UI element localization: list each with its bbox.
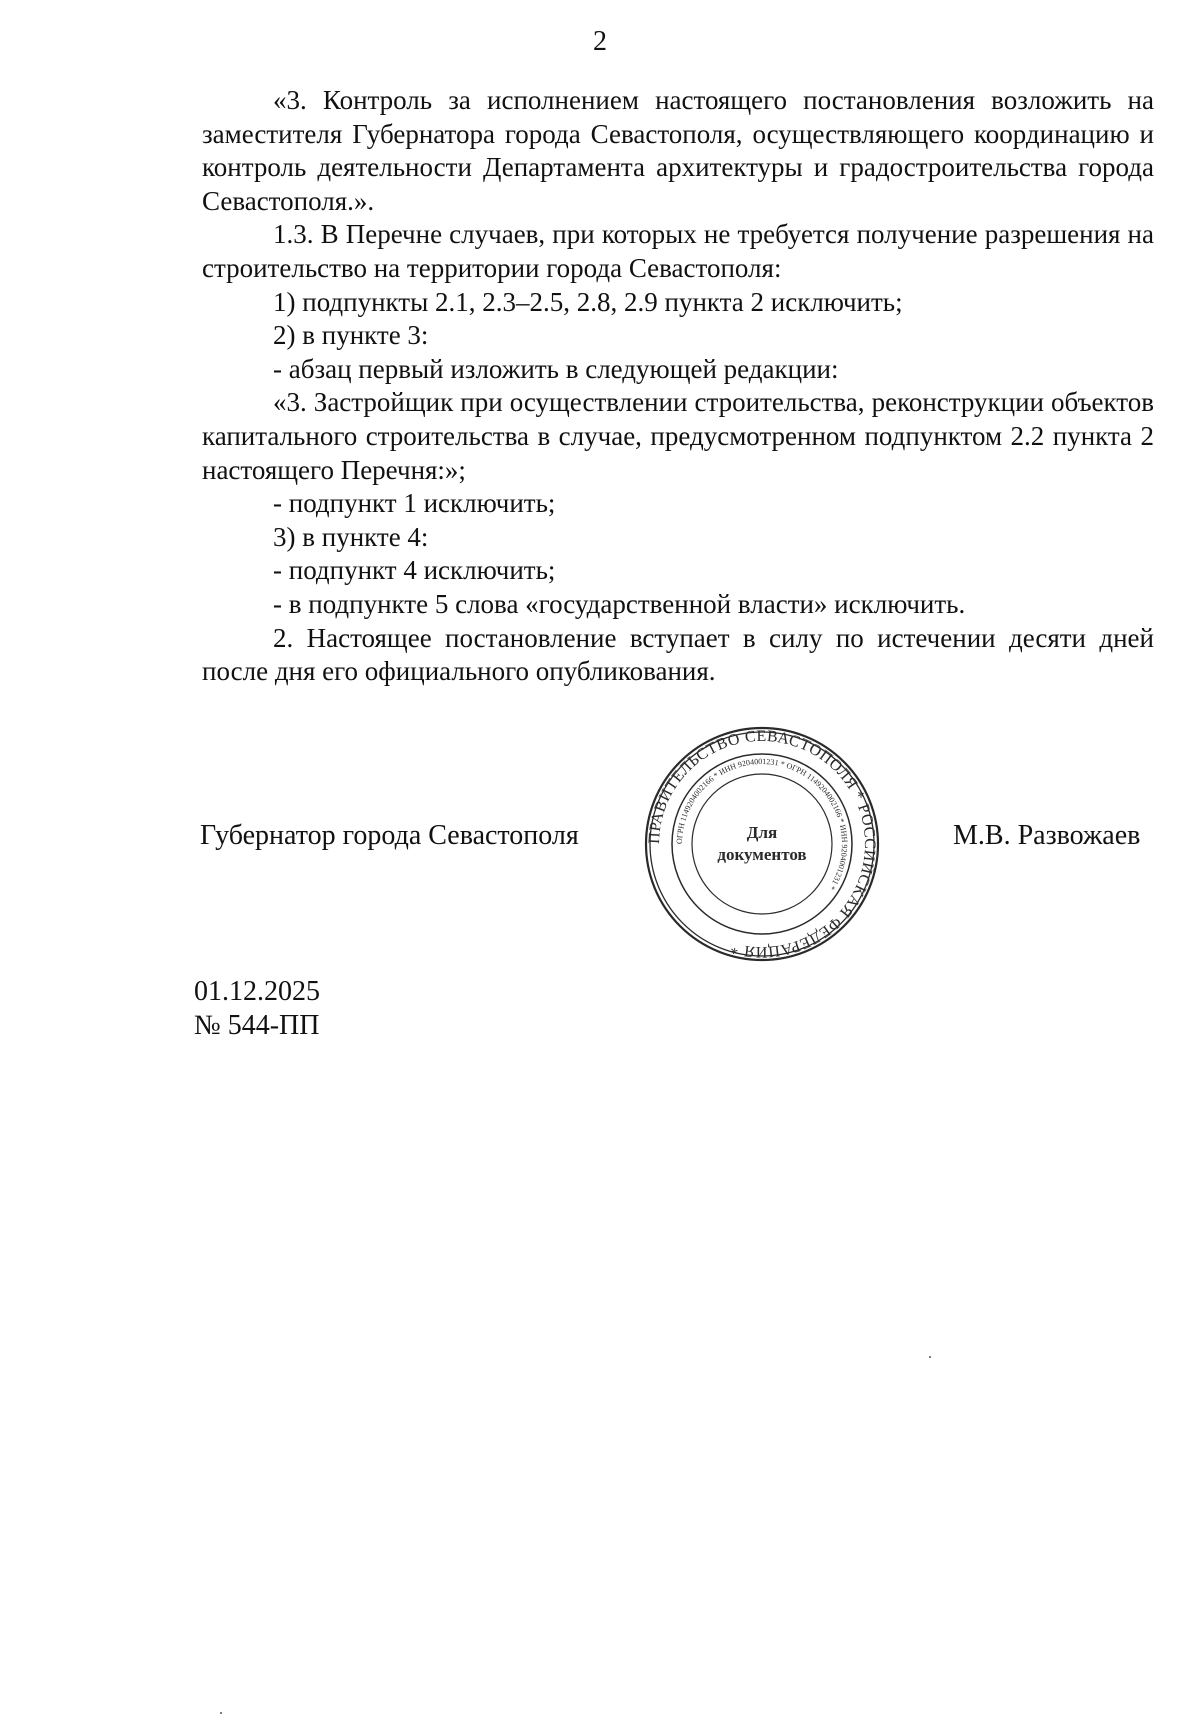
signature-name: М.В. Развожаев [953, 820, 1141, 851]
signature-title: Губернатор города Севастополя [200, 820, 579, 851]
seal-inner-text: ОГРН 1149204002166 * ИНН 9204001231 * ОГРН 1149204002166 * ИНН 9204001231 * [674, 756, 850, 892]
paragraph-item-2: 2) в пункте 3: [273, 320, 429, 351]
document-number: № 544-ПП [194, 1010, 320, 1041]
page-number: 2 [593, 26, 607, 57]
seal-outer-text: ПРАВИТЕЛЬСТВО СЕВАСТОПОЛЯ * РОССИЙСКАЯ ФЕДЕРАЦИЯ * [645, 727, 879, 961]
paragraph-control: «3. Контроль за исполнением настоящего постановления возложить на заместителя Губернатора города Севастополя, осуществляющего координацию и контроль деятельности Департамента архитектуры и градостроительства города Севастополя.». [202, 85, 1154, 216]
paragraph-dash-sub5: - в подпункте 5 слова «государственной власти» исключить. [273, 588, 966, 619]
scan-speck [220, 1712, 222, 1714]
seal-center-line-1: Для [746, 823, 778, 842]
paragraph-dash-sub1: - подпункт 1 исключить; [273, 488, 556, 519]
paragraph-effective: 2. Настоящее постановление вступает в силу по истечении десяти дней после дня его официального опубликования. [202, 622, 1154, 687]
paragraph-dash-sub4: - подпункт 4 исключить; [273, 555, 556, 586]
paragraph-dash-abzac: - абзац первый изложить в следующей редакции: [273, 353, 839, 384]
document-date: 01.12.2025 [194, 976, 320, 1007]
paragraph-quote-3: «3. Застройщик при осуществлении строительства, реконструкции объектов капитального строительства в случае, предусмотренном подпунктом 2.2 пункта 2 настоящего Перечня:»; [202, 387, 1154, 485]
paragraph-item-1: 1) подпункты 2.1, 2.3–2.5, 2.8, 2.9 пункта 2 исключить; [273, 286, 903, 317]
official-seal [643, 726, 881, 962]
seal-center-line-2: документов [717, 845, 807, 864]
paragraph-item-3: 3) в пункте 4: [273, 521, 429, 552]
paragraph-1-3: 1.3. В Перечне случаев, при которых не требуется получение разрешения на строительство на территории города Севастополя: [202, 219, 1154, 283]
scan-speck [929, 1356, 931, 1358]
document-body [202, 84, 1154, 689]
